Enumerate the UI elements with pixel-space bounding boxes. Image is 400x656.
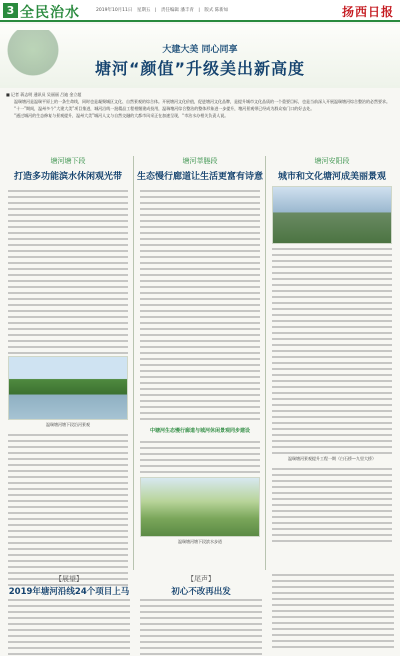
lead-paragraph: 温瑞塘河是温瑞平原上的一条生命线，同时也是凝聚城区文化、自然景观的综合体。开展塘河文化价值，促进塘河文化品牌，是提升城市文化品质的一个重要目标，也是当前深入开展温瑞塘河综合整治的必然要求。 — [14, 99, 390, 104]
lead-paragraph: “通过城河的生态修复与景观提升，温州大美”城河人文与自然交融的大都市风采正在加速呈现，“市治水办相关负责人说。 — [14, 113, 229, 119]
photo-caption: 温瑞塘河景观提升工程一期（白石桥—九里大桥） — [288, 456, 376, 461]
photo-caption: 温瑞塘河塘下段滨水步道 — [178, 539, 222, 544]
article-body — [4, 430, 132, 590]
article-body — [268, 464, 396, 544]
park-photo — [8, 356, 128, 420]
headline: 塘河“颜值”升级美出新高度 — [94, 59, 306, 78]
issue-meta: 2019年10月11日 星期五 | 责任编辑 潘丰青 | 版式 陈新如 — [96, 8, 229, 13]
photo-subhead: 中塘河生态慢行廊道与城河休闲景观同步建设 — [149, 428, 250, 434]
article-body — [272, 574, 394, 648]
column-title: 城市和文化塘河成美丽景观 — [277, 172, 386, 182]
epilogue-section — [136, 574, 266, 654]
column-anyang — [268, 156, 396, 570]
section-title: 全民治水 — [20, 5, 80, 21]
column-title: 打造多功能滨水休闲观光带 — [13, 172, 122, 182]
column-xincheng — [136, 156, 264, 570]
section-tag: 【尾声】 — [187, 575, 215, 583]
column-divider — [265, 156, 266, 570]
column-tag: 塘河安阳段 — [314, 157, 350, 165]
section-title: 初心不改再出发 — [171, 587, 231, 597]
column-tag: 塘河莘塍段 — [182, 157, 218, 165]
greenway-photo — [140, 477, 260, 537]
column-title: 生态慢行廊道让生活更富有诗意 — [136, 172, 263, 182]
column-tangxia — [4, 156, 132, 570]
article-body — [268, 244, 396, 454]
photo-caption: 温瑞塘河塘下段沿河景观 — [46, 422, 90, 427]
article-body — [4, 186, 132, 356]
article-body — [136, 186, 264, 424]
hero-banner — [0, 24, 400, 88]
outlook-section — [4, 574, 134, 654]
article-body — [140, 599, 262, 656]
section-title: 2019年塘河沿线24个项目上马 — [8, 587, 130, 597]
column-divider — [133, 156, 134, 570]
byline: ■ 记者 蒋志明 通讯员 吴丽丽 吕迪 金立超 — [6, 92, 82, 97]
section-tag: 【展望】 — [55, 575, 83, 583]
article-body — [8, 599, 130, 656]
newspaper-logo: 扬西日报 — [341, 5, 394, 19]
continued-section — [268, 574, 398, 654]
lead-article — [6, 99, 394, 121]
city-river-photo — [272, 186, 392, 244]
page-number: 3 — [3, 3, 18, 18]
hero-kicker: 大建大美 同心同享 — [162, 45, 238, 55]
lead-paragraph: “十一”期间，温州多个“大建大美”项目推进，城河沿线一批精品工程相继建成投用，温瑞塘河综合整治的整体形象进一步提升，塘河景观带已经成为群众家门口的好去处。 — [14, 106, 315, 112]
article-body — [136, 437, 264, 477]
page-header — [0, 0, 400, 22]
column-tag: 塘河塘下段 — [50, 157, 86, 165]
